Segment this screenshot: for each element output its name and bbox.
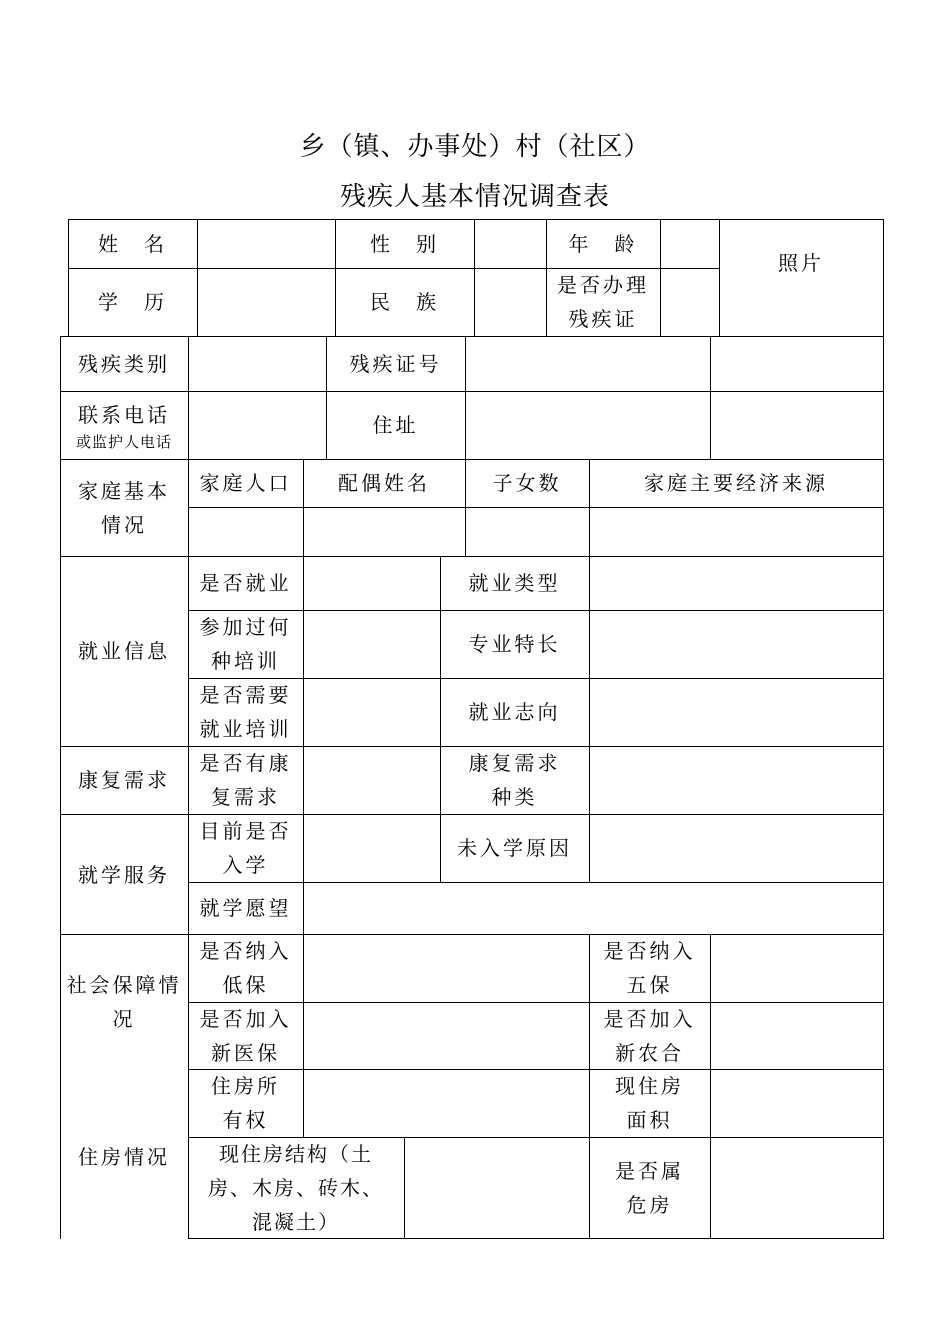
age-label: 年 龄: [568, 231, 638, 256]
family-size-label: 家庭人口: [199, 471, 292, 495]
area-label: 现住房 面积: [615, 1074, 684, 1132]
employed-label: 是否就业: [199, 571, 292, 595]
family-basic-label: 家庭基本 情况: [78, 478, 170, 537]
structure-label: 现住房结构（土 房、木房、砖木、 混凝土）: [208, 1141, 384, 1234]
medical-field[interactable]: [303, 1002, 589, 1069]
dangerous-label: 是否属 危房: [615, 1158, 684, 1217]
age-field[interactable]: [660, 219, 719, 268]
family-income-field[interactable]: [589, 507, 883, 556]
ethnicity-field[interactable]: [474, 268, 546, 336]
social-security-label: 社会保障情 况: [66, 973, 182, 1031]
employment-info-label: 就业信息: [78, 639, 170, 663]
need-training-field[interactable]: [303, 678, 440, 746]
spouse-name-label: 配偶姓名: [338, 471, 430, 495]
enrolled-label: 目前是否 入学: [199, 819, 292, 877]
disability-type-label: 残疾类别: [78, 351, 170, 376]
phone-field[interactable]: [188, 391, 326, 459]
structure-field[interactable]: [404, 1137, 589, 1238]
housing-label: 住房情况: [78, 1145, 170, 1169]
dibao-label: 是否纳入 低保: [199, 939, 292, 997]
job-intention-label: 就业志向: [468, 700, 561, 724]
phone-label: 联系电话 或监护人电话: [75, 403, 172, 451]
rural-coop-field[interactable]: [710, 1002, 883, 1069]
education-label: 学 历: [98, 290, 167, 314]
area-field[interactable]: [710, 1069, 883, 1137]
family-size-field[interactable]: [188, 507, 303, 556]
rehab-type-field[interactable]: [589, 746, 883, 814]
form-title-line1: 乡（镇、办事处）村（社区）: [299, 132, 651, 162]
form-title-line2: 残疾人基本情况调查表: [339, 182, 610, 212]
employment-type-label: 就业类型: [468, 571, 561, 595]
rehab-need-label: 康复需求: [78, 768, 170, 792]
specialty-label: 专业特长: [468, 632, 561, 656]
specialty-field[interactable]: [589, 610, 883, 678]
has-rehab-label: 是否有康 复需求: [199, 751, 292, 809]
cert-no-label: 残疾证号: [349, 351, 442, 376]
children-count-label: 子女数: [492, 471, 562, 495]
gender-field[interactable]: [474, 219, 546, 268]
has-cert-label: 是否办理 残疾证: [557, 273, 649, 331]
training-field[interactable]: [303, 610, 440, 678]
not-enrolled-reason-field[interactable]: [589, 814, 883, 882]
rural-coop-label: 是否加入 新农合: [603, 1006, 696, 1065]
children-count-field[interactable]: [465, 507, 589, 556]
employed-field[interactable]: [303, 556, 440, 610]
disability-type-field[interactable]: [188, 336, 326, 391]
ethnicity-label: 民 族: [370, 290, 439, 314]
school-service-label: 就学服务: [78, 863, 170, 887]
spouse-name-field[interactable]: [303, 507, 465, 556]
training-label: 参加过何 种培训: [199, 615, 292, 673]
employment-type-field[interactable]: [589, 556, 883, 610]
wubao-field[interactable]: [710, 934, 883, 1002]
not-enrolled-reason-label: 未入学原因: [457, 836, 572, 860]
ownership-field[interactable]: [303, 1069, 589, 1137]
family-income-label: 家庭主要经济来源: [644, 471, 828, 495]
job-intention-field[interactable]: [589, 678, 883, 746]
address-label: 住址: [372, 413, 419, 437]
ownership-label: 住房所 有权: [211, 1074, 280, 1132]
gender-label: 性 别: [370, 231, 439, 256]
dangerous-field[interactable]: [710, 1137, 883, 1238]
wubao-label: 是否纳入 五保: [603, 939, 696, 997]
need-training-label: 是否需要 就业培训: [199, 683, 292, 741]
photo-box[interactable]: 照片: [778, 251, 824, 275]
school-wish-label: 就学愿望: [199, 896, 292, 920]
medical-label: 是否加入 新医保: [199, 1006, 292, 1065]
enrolled-field[interactable]: [303, 814, 440, 882]
cert-no-field[interactable]: [465, 336, 710, 391]
rehab-type-label: 康复需求 种类: [468, 751, 561, 809]
education-field[interactable]: [197, 268, 335, 336]
has-cert-field[interactable]: [660, 268, 719, 336]
name-field[interactable]: [197, 219, 335, 268]
has-rehab-field[interactable]: [303, 746, 440, 814]
name-label: 姓 名: [98, 231, 167, 256]
address-field[interactable]: [465, 391, 710, 459]
dibao-field[interactable]: [303, 934, 589, 1002]
school-wish-field[interactable]: [303, 882, 883, 934]
